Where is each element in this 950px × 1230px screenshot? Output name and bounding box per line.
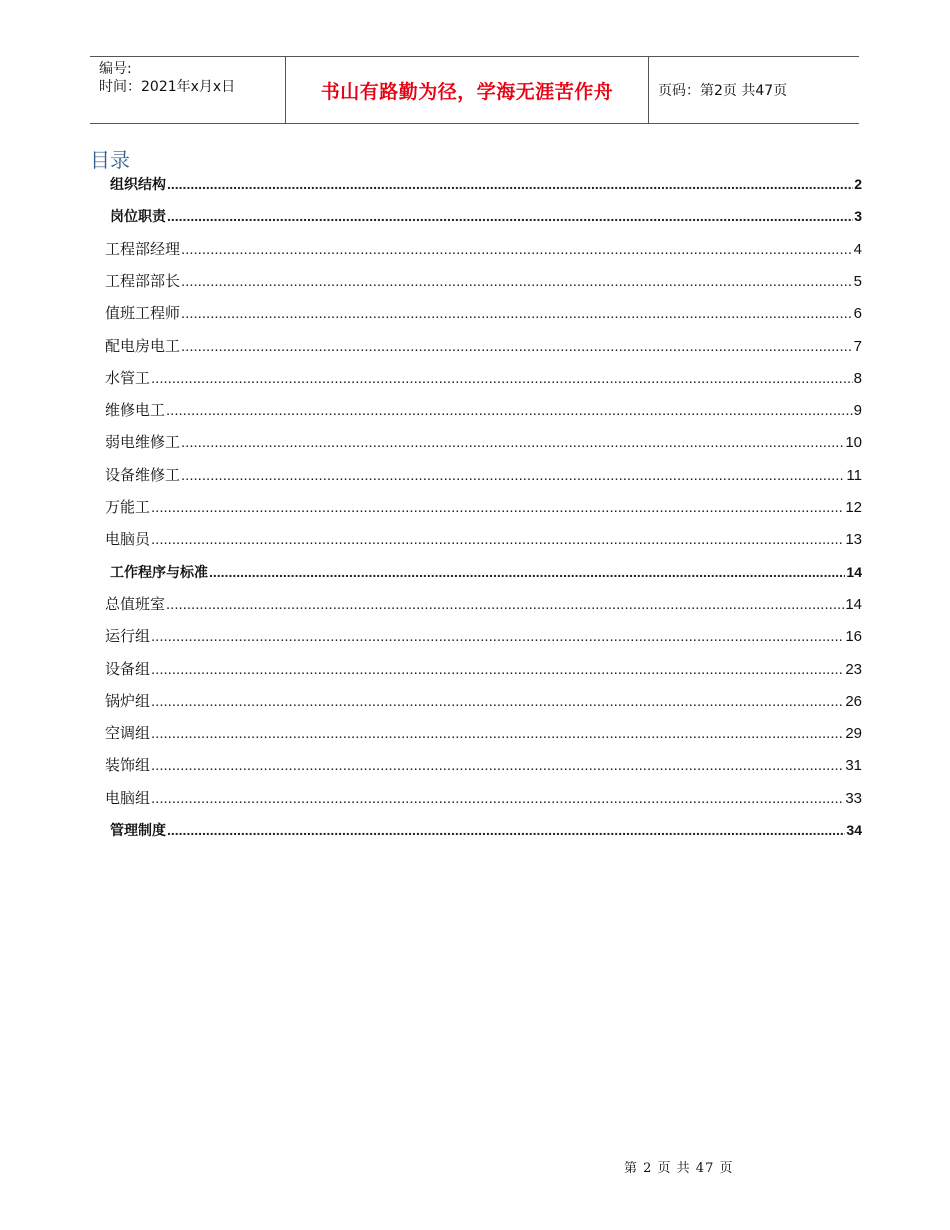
toc-entry-page: 16: [845, 628, 862, 646]
header-meta-cell: [90, 57, 286, 123]
toc-leader-dots: [151, 756, 844, 776]
toc-entry-label: 管理制度: [110, 823, 166, 839]
toc-leader-dots: [209, 562, 845, 582]
toc-leader-dots: [151, 530, 844, 550]
toc-leader-dots: [181, 466, 845, 486]
toc-entry-label: 水管工: [105, 368, 151, 387]
toc-leader-dots: [181, 240, 853, 260]
toc-entry-page: 5: [853, 272, 862, 290]
toc-entry[interactable]: [110, 562, 862, 583]
toc-title: 目录: [90, 148, 130, 172]
toc-entry-label: 设备维修工: [105, 465, 181, 484]
header-motto: 书山有路勤为径，学海无涯苦作舟: [320, 80, 614, 103]
toc-entry[interactable]: [110, 206, 862, 227]
toc-entry[interactable]: [105, 497, 862, 518]
toc-entry[interactable]: [110, 174, 862, 195]
toc-leader-dots: [151, 660, 844, 680]
toc-entry[interactable]: [105, 788, 862, 809]
page-footer: 第 2 页 共 47 页: [624, 1161, 734, 1176]
toc-entry-label: 锅炉组: [105, 691, 151, 710]
toc-entry-label: 总值班室: [105, 594, 166, 613]
toc-entry-page: 9: [853, 402, 862, 420]
document-number-label: 编号:: [99, 61, 132, 77]
toc-leader-dots: [181, 304, 853, 324]
toc-entry-page: 14: [845, 595, 862, 613]
toc-entry-page: 7: [853, 337, 862, 355]
toc-entry[interactable]: [105, 755, 862, 776]
toc-entry-label: 工作程序与标准: [110, 564, 208, 581]
toc-entry-page: 23: [845, 660, 862, 678]
toc-entry[interactable]: [105, 465, 862, 486]
toc-entry[interactable]: [105, 659, 862, 680]
toc-entry[interactable]: [105, 594, 862, 615]
toc-entry-label: 电脑组: [105, 788, 151, 807]
toc-entry-page: 6: [853, 305, 862, 323]
toc-entry[interactable]: [105, 432, 862, 453]
toc-entry[interactable]: [105, 239, 862, 260]
toc-leader-dots: [151, 627, 844, 647]
toc-entry[interactable]: [105, 303, 862, 324]
toc-leader-dots: [151, 724, 844, 744]
toc-entry-label: 弱电维修工: [105, 433, 181, 452]
toc-entry-label: 设备组: [105, 659, 151, 678]
header-motto-cell: [286, 57, 649, 123]
toc-entry-label: 维修电工: [105, 401, 166, 420]
toc-entry-page: 31: [845, 757, 862, 775]
toc-entry-label: 值班工程师: [105, 304, 181, 323]
toc-entry-label: 空调组: [105, 724, 151, 743]
toc-entry-label: 装饰组: [105, 756, 151, 775]
document-header: [90, 56, 859, 124]
toc-entry-page: 26: [845, 692, 862, 710]
toc-leader-dots: [151, 789, 844, 809]
toc-entry-label: 工程部经理: [105, 239, 181, 258]
toc-leader-dots: [166, 401, 853, 421]
toc-leader-dots: [151, 498, 844, 518]
toc-entry-page: 29: [845, 725, 862, 743]
toc-entry-page: 13: [845, 531, 862, 549]
document-time-label: 时间：2021年x月x日: [99, 79, 236, 95]
toc-leader-dots: [151, 369, 853, 389]
toc-entry[interactable]: [105, 723, 862, 744]
toc-leader-dots: [181, 272, 853, 292]
toc-entry-page: 11: [846, 466, 862, 484]
toc-entry-page: 12: [845, 499, 862, 516]
toc-entry[interactable]: [105, 529, 862, 550]
toc-entry[interactable]: [105, 691, 862, 712]
toc-entry-label: 运行组: [105, 627, 151, 646]
toc-entry-label: 万能工: [105, 498, 151, 516]
toc-entry-label: 组织结构: [110, 177, 166, 193]
toc-entry-label: 电脑员: [105, 530, 151, 549]
toc-leader-dots: [167, 820, 845, 840]
toc-entry-page: 33: [845, 789, 862, 807]
toc-entry[interactable]: [105, 368, 862, 389]
toc-entry-page: 34: [846, 822, 862, 838]
toc-leader-dots: [181, 433, 844, 453]
toc-leader-dots: [181, 337, 853, 357]
toc-leader-dots: [167, 174, 853, 194]
toc-entry[interactable]: [105, 626, 862, 647]
toc-entry-page: 3: [854, 208, 862, 225]
toc-leader-dots: [151, 692, 844, 712]
toc-entry-page: 10: [845, 434, 862, 452]
header-page-code: 页码：第2页 共47页: [658, 83, 788, 99]
toc-entry-label: 配电房电工: [105, 336, 181, 355]
toc-entry[interactable]: [105, 400, 862, 421]
toc-leader-dots: [167, 206, 853, 226]
toc-leader-dots: [166, 595, 844, 615]
toc-entry-label: 岗位职责: [110, 209, 166, 226]
toc-entry-page: 8: [853, 369, 862, 387]
toc-entry-page: 14: [846, 563, 862, 580]
toc-entry-page: 2: [854, 176, 862, 192]
toc-entry-label: 工程部部长: [105, 271, 181, 290]
toc-entry[interactable]: [105, 336, 862, 357]
toc-entry-page: 4: [853, 240, 862, 258]
toc-entry[interactable]: [105, 271, 862, 292]
header-page-cell: [649, 57, 859, 123]
toc-entry[interactable]: [110, 820, 862, 841]
